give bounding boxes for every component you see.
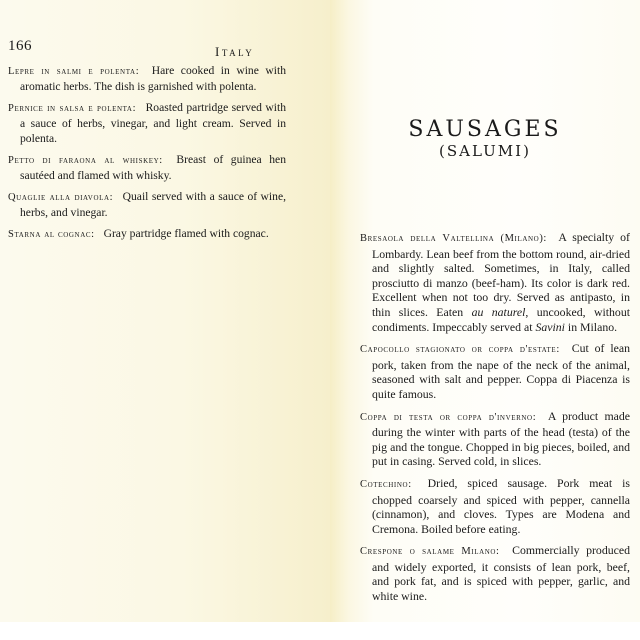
restaurant-name: Savini <box>535 319 565 334</box>
entry-term: Coppa di testa or coppa d'inverno : <box>360 412 536 423</box>
right-page <box>330 0 640 622</box>
entry-definition: A specialty of Lombardy. Lean beef from the bottom round, air-dried and slightly salted. Sometimes, in Italy, called prosciutto di manzo (beef-ham). Its color is dark red. Excellent when not too dry. Served as antipasto, in thin slices. Eaten au naturel, uncooked, without condiments. Impeccably served at Savini in Milano. <box>372 230 631 334</box>
glossary-entry <box>360 341 630 401</box>
entry-term: Pernice in salsa e polenta : <box>8 103 136 114</box>
entry-term: Quaglie alla diavola : <box>8 192 113 203</box>
glossary-entry <box>360 409 630 469</box>
entry-definition: Gray partridge flamed with cognac. <box>103 227 269 240</box>
entry-definition: Breast of guinea hen sautéed and flamed with whisky. <box>20 153 287 182</box>
entry-term: Cotechino : <box>360 479 412 490</box>
chapter-title: SAUSAGES <box>408 116 562 142</box>
right-entry-list <box>360 230 630 611</box>
running-head: Italy <box>215 44 255 59</box>
glossary-entry <box>360 230 630 334</box>
glossary-entry <box>8 226 286 242</box>
entry-definition: Roasted partridge served with a sauce of herbs, vinegar, and light cream. Served in polenta. <box>20 101 286 145</box>
entry-definition: Cut of lean pork, taken from the nape of the neck of the animal, seasoned with salt and pepper. Coppa di Piacenza is quite famous. <box>372 341 631 401</box>
entry-term: Crespone o salame Milano : <box>360 546 500 557</box>
entry-term: Starna al cognac : <box>8 229 95 240</box>
entry-term: Petto di faraona al whiskey : <box>8 155 163 166</box>
entry-definition: Quail served with a sauce of wine, herbs, and vinegar. <box>20 190 286 219</box>
left-entry-list <box>8 63 286 248</box>
entry-term: Capocollo stagionato or coppa d'estate : <box>360 344 560 355</box>
page-number: 166 <box>8 38 32 54</box>
entry-term: Lepre in salmi e polenta : <box>8 66 139 77</box>
italic-phrase: au naturel <box>471 304 526 319</box>
glossary-entry <box>360 476 630 536</box>
entry-definition: Hare cooked in wine with aromatic herbs. The dish is garnished with polenta. <box>20 64 287 93</box>
entry-definition: Dried, spiced sausage. Pork meat is chopped coarsely and spiced with pepper, cannella (cinnamon), and cloves. Types are Modena and Cremona. Boiled before eating. <box>372 475 630 536</box>
glossary-entry <box>360 543 630 603</box>
entry-term: Bresaola della Valtellina (Milano) : <box>360 233 547 244</box>
entry-definition: A product made during the winter with parts of the head (testa) of the pig and the tongue. Chopped in big pieces, boiled, and put in casing. Served cold, in slices. <box>372 408 630 469</box>
glossary-entry <box>8 189 286 220</box>
chapter-subtitle: (SALUMI) <box>439 142 531 160</box>
entry-definition: Commercially produced and widely exported, it consists of lean pork, beef, and pork fat, and is spiced with pepper, garlic, and white wine. <box>372 543 630 604</box>
glossary-entry <box>8 63 286 94</box>
glossary-entry <box>8 152 286 183</box>
glossary-entry <box>8 100 286 146</box>
